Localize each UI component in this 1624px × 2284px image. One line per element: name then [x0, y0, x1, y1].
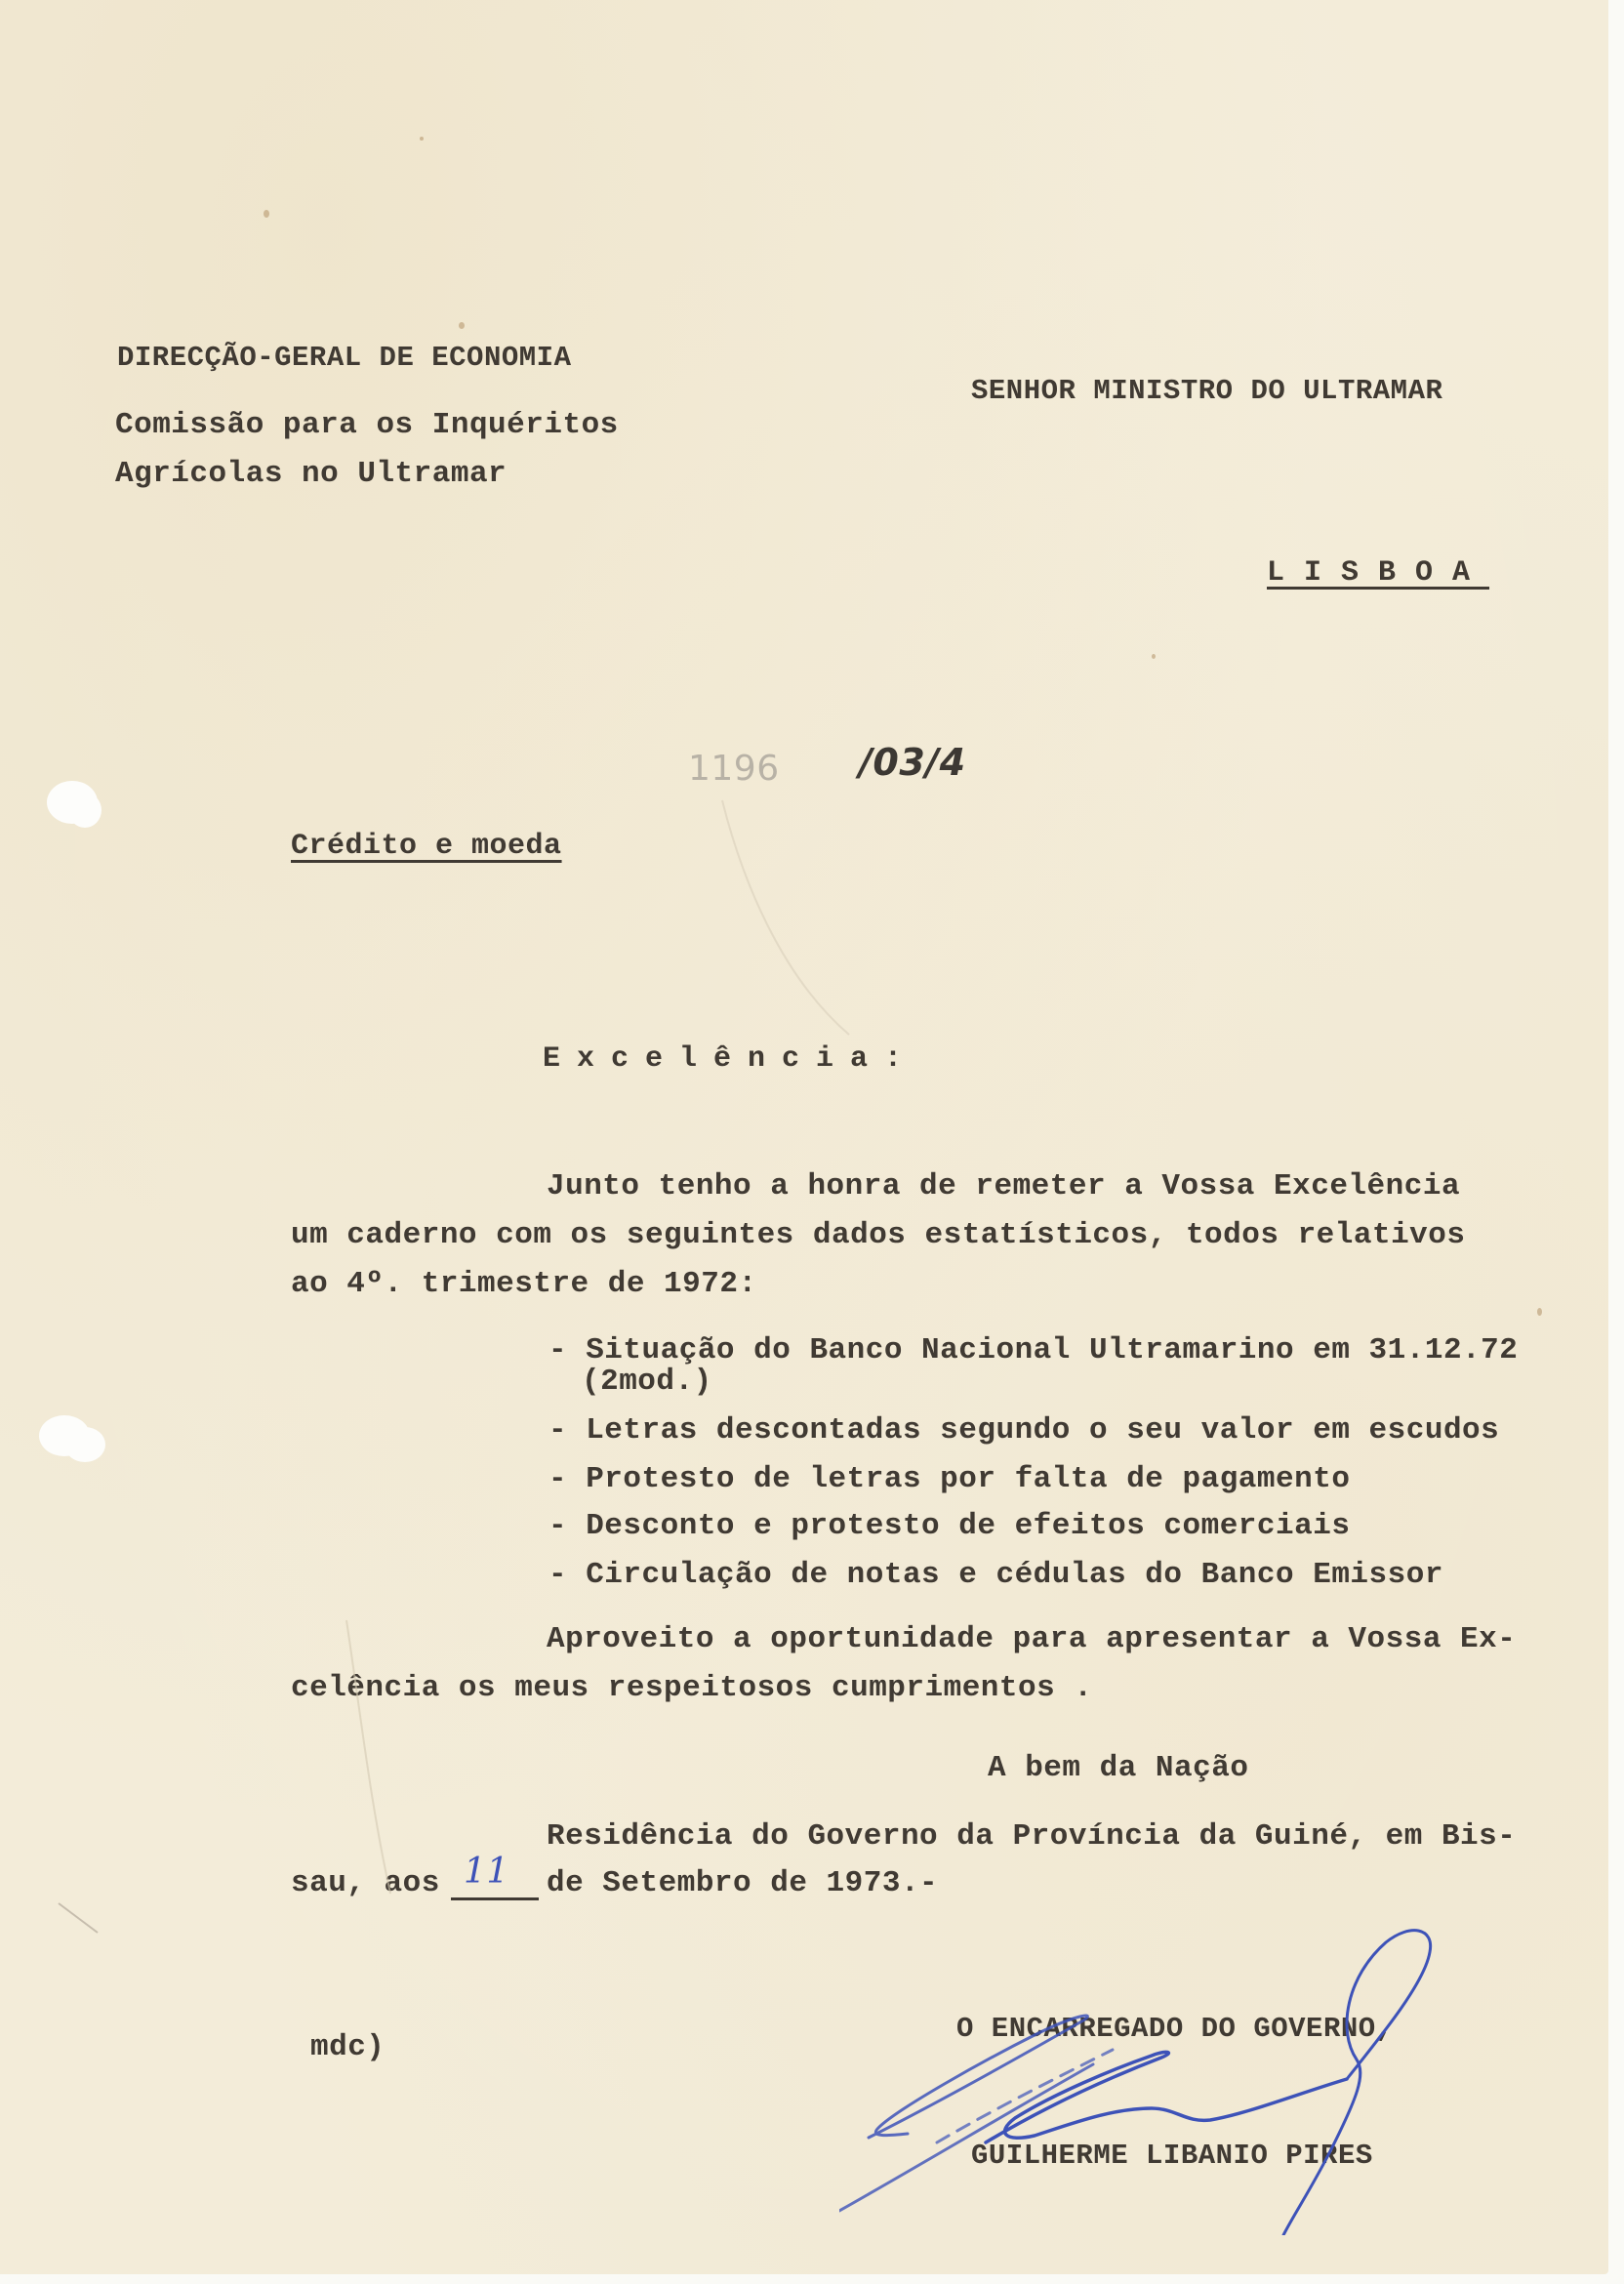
body-intro-line2: um caderno com os seguintes dados estatísticos, todos relativos: [291, 1218, 1466, 1252]
reference-file-code: /03/4: [859, 741, 966, 784]
handwritten-day: 11: [464, 1852, 509, 1892]
recipient-city: LISBOA: [1267, 556, 1490, 590]
sender-commission-line1: Comissão para os Inquéritos: [115, 408, 619, 442]
place-date-suffix: de Setembro de 1973.-: [547, 1866, 939, 1900]
list-item: - Circulação de notas e cédulas do Banco Emissor: [548, 1558, 1443, 1592]
subject-line: Crédito e moeda: [291, 830, 562, 863]
list-item: - Protesto de letras por falta de pagamento: [548, 1462, 1351, 1496]
place-date-prefix: sau, aos: [291, 1866, 440, 1900]
body-intro-line1: Junto tenho a honra de remeter a Vossa Excelência: [547, 1169, 1461, 1203]
closing-line1: Aproveito a oportunidade para apresentar a Vossa Ex-: [547, 1622, 1517, 1656]
list-item: - Desconto e protesto de efeitos comerciais: [548, 1509, 1351, 1543]
salutation: Excelência:: [543, 1042, 919, 1076]
reference-stamp-number: 1196: [688, 749, 780, 789]
motto: A bem da Nação: [988, 1751, 1249, 1785]
signatory-role: O ENCARREGADO DO GOVERNO,: [956, 2013, 1394, 2045]
recipient-title: SENHOR MINISTRO DO ULTRAMAR: [971, 375, 1443, 407]
list-item: - Letras descontadas segundo o seu valor em escudos: [548, 1413, 1500, 1448]
sender-department: DIRECÇÃO-GERAL DE ECONOMIA: [117, 342, 572, 374]
place-date-line1: Residência do Governo da Província da Guiné, em Bis-: [547, 1819, 1517, 1854]
list-item: - Situação do Banco Nacional Ultramarino em 31.12.72: [548, 1333, 1519, 1367]
list-item-continuation: (2mod.): [582, 1365, 712, 1399]
closing-line2: celência os meus respeitosos cumprimentos .: [291, 1671, 1093, 1705]
typist-initials: mdc): [310, 2030, 386, 2064]
body-intro-line3: ao 4º. trimestre de 1972:: [291, 1267, 757, 1301]
signatory-name: GUILHERME LIBANIO PIRES: [971, 2140, 1373, 2172]
sender-commission-line2: Agrícolas no Ultramar: [115, 457, 508, 491]
